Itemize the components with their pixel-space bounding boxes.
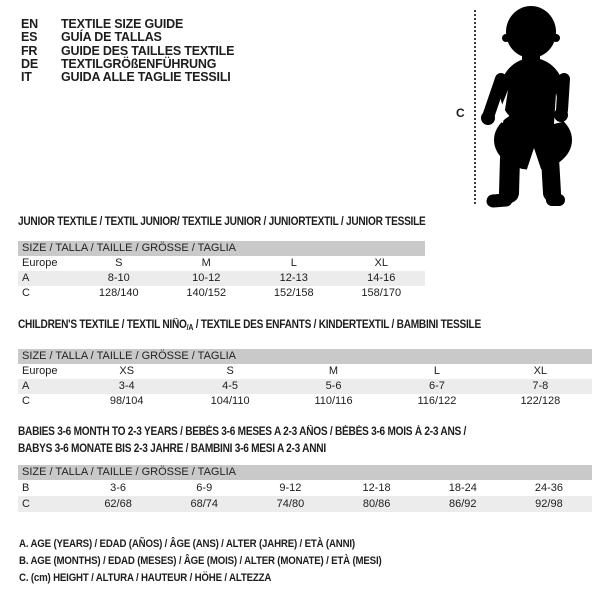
table-cell: 128/140 [98, 287, 139, 299]
table-cell: 98/104 [109, 395, 144, 407]
table-cell: 5-6 [325, 380, 342, 392]
table-row [18, 364, 592, 379]
table-cell: 14-16 [367, 272, 396, 284]
language-row [21, 31, 234, 44]
language-row [21, 58, 234, 71]
table-title [18, 317, 523, 336]
size-table-childrens-textile [18, 317, 592, 409]
table-cell: 18-24 [448, 482, 477, 494]
table-cell: 4-5 [222, 380, 239, 392]
language-title: GUIDA ALLE TAGLIE TESSILI [61, 70, 231, 85]
size-header-bar: SIZE / TALLA / TAILLE / GRÖSSE / TAGLIA [18, 349, 592, 364]
table-cell: 3-6 [110, 482, 127, 494]
table-cell: 92/98 [535, 498, 563, 510]
table-title-segment: /A [186, 323, 194, 332]
table-cell: 62/68 [104, 498, 132, 510]
size-table-junior-textile [18, 214, 425, 301]
language-code: IT [21, 70, 32, 85]
language-code: ES [21, 30, 38, 45]
legend-line: A. AGE (YEARS) / EDAD (AÑOS) / ÂGE (ANS) / ALTER (JAHRE) / ETÀ (ANNI) [19, 538, 355, 550]
language-code: EN [21, 17, 38, 31]
table-cell: 122/128 [520, 395, 561, 407]
table-row [18, 379, 592, 394]
table-cell: 110/116 [314, 395, 353, 407]
table-cell: S [226, 365, 234, 377]
table-row [18, 496, 592, 512]
table-cell: 86/92 [449, 498, 477, 510]
size-header-bar: SIZE / TALLA / TAILLE / GRÖSSE / TAGLIA [18, 241, 425, 256]
table-row [18, 286, 425, 301]
table-cell: 12-18 [362, 482, 391, 494]
table-cell: L [290, 257, 297, 269]
table-cell: L [433, 365, 440, 377]
table-cell: XL [374, 257, 388, 269]
table-row [18, 271, 425, 286]
table-cell: 8-10 [107, 272, 130, 284]
table-cell: 74/80 [276, 498, 305, 510]
legend-line: C. (cm) HEIGHT / ALTURA / HAUTEUR / HÖHE / ALTEZZA [19, 572, 272, 584]
table-cell: XS [119, 365, 135, 377]
table-title-segment: JUNIOR TEXTILE / TEXTIL JUNIOR/ TEXTILE JUNIOR / JUNIORTEXTIL / JUNIOR TESSILE [18, 216, 426, 228]
table-title-line [18, 441, 523, 458]
table-cell: 116/122 [417, 395, 457, 407]
measure-legend [19, 536, 431, 587]
table-title-line [18, 424, 523, 441]
row-label: C [22, 395, 30, 407]
height-dotted-line-icon [474, 10, 476, 204]
table-cell: 68/74 [190, 498, 219, 510]
table-cell: 3-4 [118, 380, 135, 392]
language-title: TEXTILGRÖßENFÜHRUNG [61, 56, 217, 71]
legend-line: B. AGE (MONTHS) / EDAD (MESES) / ÂGE (MOIS) / ALTER (MONATE) / ETÀ (MESI) [19, 555, 382, 567]
table-row [18, 256, 425, 271]
table-title [18, 424, 523, 458]
table-cell: M [328, 365, 339, 377]
table-title-segment: BABYS 3-6 MONATE BIS 2-3 JAHRE / BAMBINI 3-6 MESI A 2-3 ANNI [18, 443, 326, 455]
toddler-silhouette [480, 0, 600, 212]
table-cell: M [201, 257, 211, 269]
language-code: FR [21, 43, 38, 58]
size-table-babies-textile [18, 424, 592, 512]
language-list [21, 18, 234, 84]
row-label: Europe [22, 365, 58, 377]
table-cell: 152/158 [273, 287, 314, 299]
table-title-segment: BABIES 3-6 MONTH TO 2-3 YEARS / BEBÉS 3-6 MESES A 2-3 AÑOS / BÉBÉS 3-6 MOIS À 2-3 ANS / [18, 426, 467, 438]
table-cell: XL [533, 365, 548, 377]
table-title [18, 214, 426, 231]
table-cell: 6-7 [428, 380, 445, 392]
table-cell: 6-9 [196, 482, 213, 494]
table-title-segment: / TEXTILE DES ENFANTS / KINDERTEXTIL / BAMBINI TESSILE [193, 319, 481, 331]
row-label: B [22, 482, 30, 494]
row-label: C [22, 498, 30, 510]
language-row [21, 71, 234, 84]
language-title: GUIDE DES TAILLES TEXTILE [61, 43, 235, 58]
table-title-line [18, 317, 523, 336]
table-title-segment: CHILDREN'S TEXTILE / TEXTIL NIÑO [18, 319, 187, 331]
table-cell: 24-36 [534, 482, 564, 494]
row-label: Europe [22, 257, 58, 269]
table-cell: S [115, 257, 123, 269]
language-code: DE [21, 56, 38, 71]
table-cell: 104/110 [210, 395, 250, 407]
table-cell: 158/170 [361, 287, 402, 299]
row-label: C [22, 287, 30, 299]
table-cell: 9-12 [279, 482, 302, 494]
table-row [18, 394, 592, 409]
table-cell: 10-12 [192, 272, 221, 284]
table-cell: 12-13 [279, 272, 308, 284]
row-label: A [22, 380, 30, 392]
height-measure-label: C [456, 106, 465, 120]
language-row [21, 45, 234, 58]
table-title-line [18, 214, 426, 231]
table-cell: 80/86 [362, 498, 391, 510]
row-label: A [22, 272, 30, 284]
language-title: TEXTILE SIZE GUIDE [61, 17, 184, 31]
language-title: GUÍA DE TALLAS [61, 30, 162, 45]
size-header-bar: SIZE / TALLA / TAILLE / GRÖSSE / TAGLIA [18, 465, 592, 480]
table-cell: 7-8 [532, 380, 549, 392]
table-cell: 140/152 [186, 287, 227, 299]
table-row [18, 480, 592, 496]
